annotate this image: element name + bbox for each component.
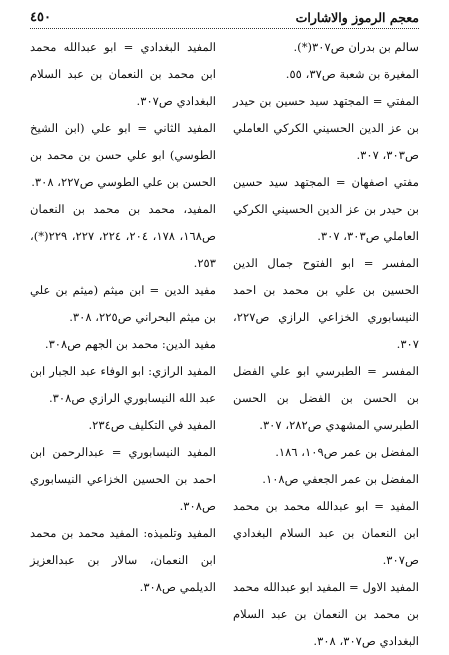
index-entry: المفيد، محمد بن محمد بن النعمان ص١٦٨، ١٧٨، ٢٠٤، ٢٢٤، ٢٢٧، ٢٢٩(*)، ٢٥٣. [30,202,216,270]
right-column [233,34,419,655]
index-entry: المفضل بن عمر ص١٠٩، ١٨٦. [275,445,419,459]
index-entry: المفيد النيسابوري = عبدالرحمن ابن احمد بن الحسين الخزاعي النيسابوري ص٣٠٨. [30,445,216,513]
index-entry: المفضل بن عمر الجعفي ص١٠٨. [262,472,419,486]
index-entry: المفسر = الطبرسي ابو علي الفضل بن الحسن بن الفضل بن الحسن الطبرسي المشهدي ص٢٨٢، ٣٠٧. [233,364,419,432]
index-entry: المفيد = ابو عبدالله محمد بن محمد ابن النعمان بن عبد السلام البغدادي ص٣٠٧. [233,499,419,567]
index-entry: المفيد وتلميذه: المفيد محمد بن محمد ابن النعمان، سالار بن عبدالعزيز الديلمي ص٣٠٨. [30,526,216,594]
page-header [30,6,419,29]
index-entry: المفسر = ابو الفتوح جمال الدين الحسين بن علي بن محمد بن احمد النيسابوري الخزاعي الرازي ص٢٢٧، ٣٠٧. [233,256,419,351]
index-entry: المفيد الرازي: ابو الوفاء عبد الجبار ابن عبد الله النيسابوري الرازي ص٣٠٨. [30,364,216,405]
index-entry: مفيد الدين: محمد بن الجهم ص٣٠٨. [44,337,216,351]
index-entry: المفيد في التكليف ص٢٣٤. [88,418,216,432]
page-number: ٤٥٠ [30,9,51,25]
index-entry: سالم بن بدران ص٣٠٧(*). [293,40,419,54]
index-entry: مفيد الدين = ابن ميثم (ميثم بن علي بن ميثم البحراني ص٢٢٥، ٣٠٨. [30,283,216,324]
index-entry: المغيرة بن شعبة ص٣٧، ٥٥. [285,67,419,81]
index-entry: المفيد الثاني = ابو علي (ابن الشيخ الطوسي) ابو علي حسن بن محمد بن الحسن بن علي الطوسي ص٢٢٧، ٣٠٨. [30,121,216,189]
index-entry: المفتي = المجتهد سيد حسين بن حيدر بن عز الدين الحسيني الكركي العاملي ص٣٠٣، ٣٠٧. [233,94,419,162]
left-column [30,34,216,601]
index-entry: المفيد الاول = المفيد ابو عبدالله محمد بن محمد بن النعمان بن عبد السلام البغدادي ص٣٠٧، ٣٠٨. [233,580,419,648]
running-title: معجم الرموز والاشارات [295,9,419,25]
index-entry: مفتي اصفهان = المجتهد سيد حسين بن حيدر بن عز الدين الحسيني الكركي العاملي ص٣٠٣، ٣٠٧. [233,175,419,243]
index-entry: المفيد البغدادي = ابو عبدالله محمد ابن محمد بن النعمان بن عبد السلام البغدادي ص٣٠٧. [30,40,216,108]
